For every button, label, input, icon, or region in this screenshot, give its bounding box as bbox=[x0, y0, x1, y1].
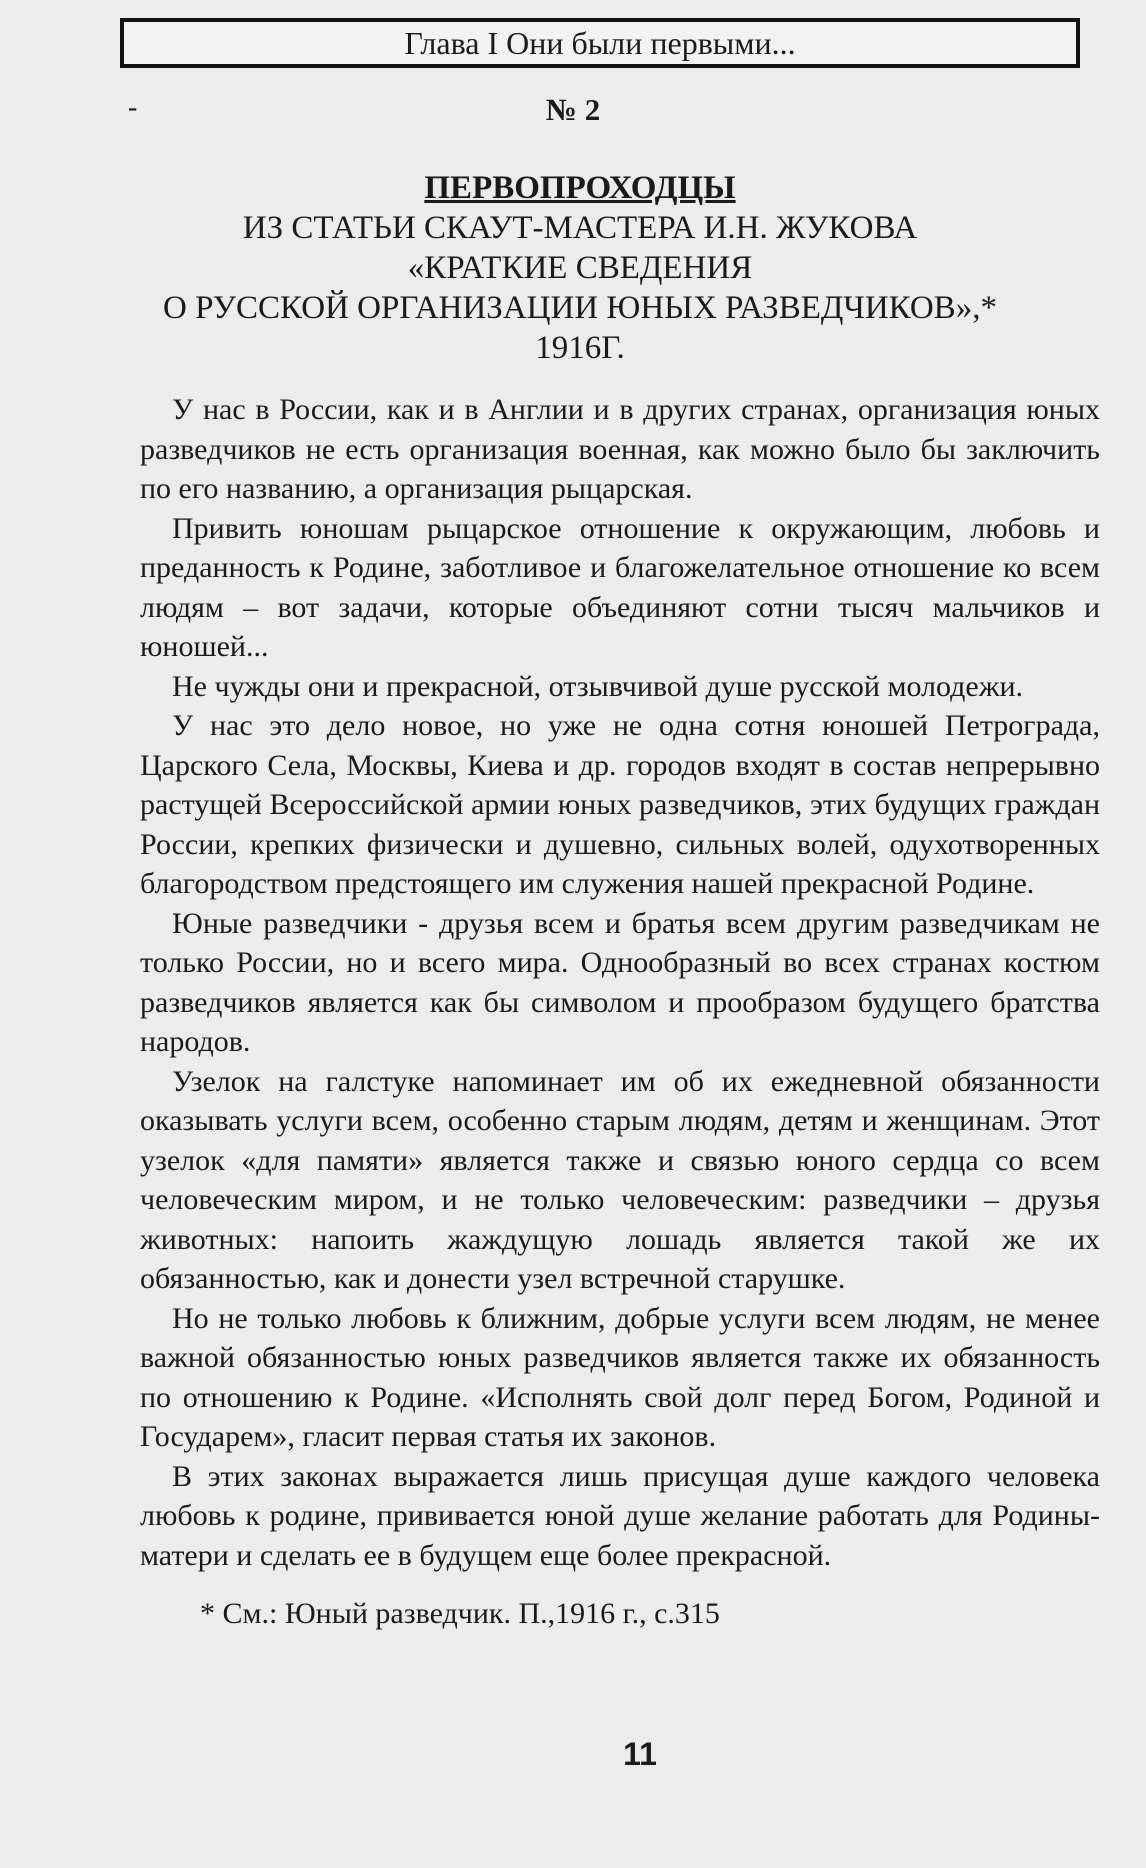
title-line-4: О РУССКОЙ ОРГАНИЗАЦИИ ЮНЫХ РАЗВЕДЧИКОВ»,* bbox=[163, 290, 997, 326]
title-line-3: «КРАТКИЕ СВЕДЕНИЯ bbox=[407, 250, 753, 286]
title-line-5: 1916Г. bbox=[535, 330, 625, 366]
paragraph: Юные разведчики - друзья всем и братья всем другим разведчикам не только России, но и всего мира. Однообразный во всех странах костюм разведчиков является как бы символом и прообразом будущего братства народов. bbox=[140, 906, 1100, 1058]
paragraph: У нас в России, как и в Англии и в других странах, организация юных разведчиков не есть организация военная, как можно было бы заключить по его названию, а организация рыцарская. bbox=[140, 393, 1100, 505]
paragraph: У нас это дело новое, но уже не одна сотня юношей Петрограда, Царского Села, Москвы, Киева и др. городов входят в состав непрерывно растущей Всероссийской армии юных разведчиков, этих будущих граждан России, крепких физически и душевно, сильных волей, одухотворенных благородством предстоящего им служения нашей прекрасной Родине. bbox=[140, 709, 1100, 900]
paragraph: Узелок на галстуке напоминает им об их ежедневной обязанности оказывать услуги всем, особенно старым людям, детям и женщинам. Этот узелок «для памяти» является также и связью юного сердца со всем человеческим миром, и не только человеческим: разведчики – друзья животных: напоить жаждущую лошадь является такой же их обязанностью, как и донести узел встречной старушке. bbox=[140, 1064, 1100, 1295]
paragraph: Но не только любовь к ближним, добрые услуги всем людям, не менее важной обязанностью юных разведчиков является также их обязанность по отношению к Родине. «Исполнять свой долг перед Богом, Родиной и Государем», гласит первая статья их законов. bbox=[140, 1301, 1100, 1453]
footnote: * См.: Юный разведчик. П.,1916 г., с.315 bbox=[200, 1597, 720, 1630]
title-line-1: ПЕРВОПРОХОДЦЫ bbox=[424, 170, 736, 206]
paragraph: В этих законах выражается лишь присущая душе каждого человека любовь к родине, прививается юной душе желание работать для Родины-матери и сделать ее в будущем еще более прекрасной. bbox=[140, 1459, 1100, 1572]
document-title bbox=[80, 168, 1080, 368]
article-body bbox=[140, 390, 1100, 1575]
chapter-header bbox=[120, 18, 1080, 68]
page-number: 11 bbox=[623, 1736, 657, 1772]
title-line-2: ИЗ СТАТЬИ СКАУТ-МАСТЕРА И.Н. ЖУКОВА bbox=[242, 210, 918, 246]
paragraph: Не чужды они и прекрасной, отзывчивой душе русской молодежи. bbox=[172, 669, 1024, 703]
paragraph: Привить юношам рыцарское отношение к окружающим, любовь и преданность к Родине, заботливое и благожелательное отношение ко всем людям – вот задачи, которые объединяют сотни тысяч мальчиков и юношей... bbox=[140, 511, 1100, 663]
chapter-title: Глава I Они были первыми... bbox=[404, 24, 796, 61]
document-number: № 2 bbox=[545, 92, 601, 127]
margin-dash: - bbox=[128, 92, 138, 123]
